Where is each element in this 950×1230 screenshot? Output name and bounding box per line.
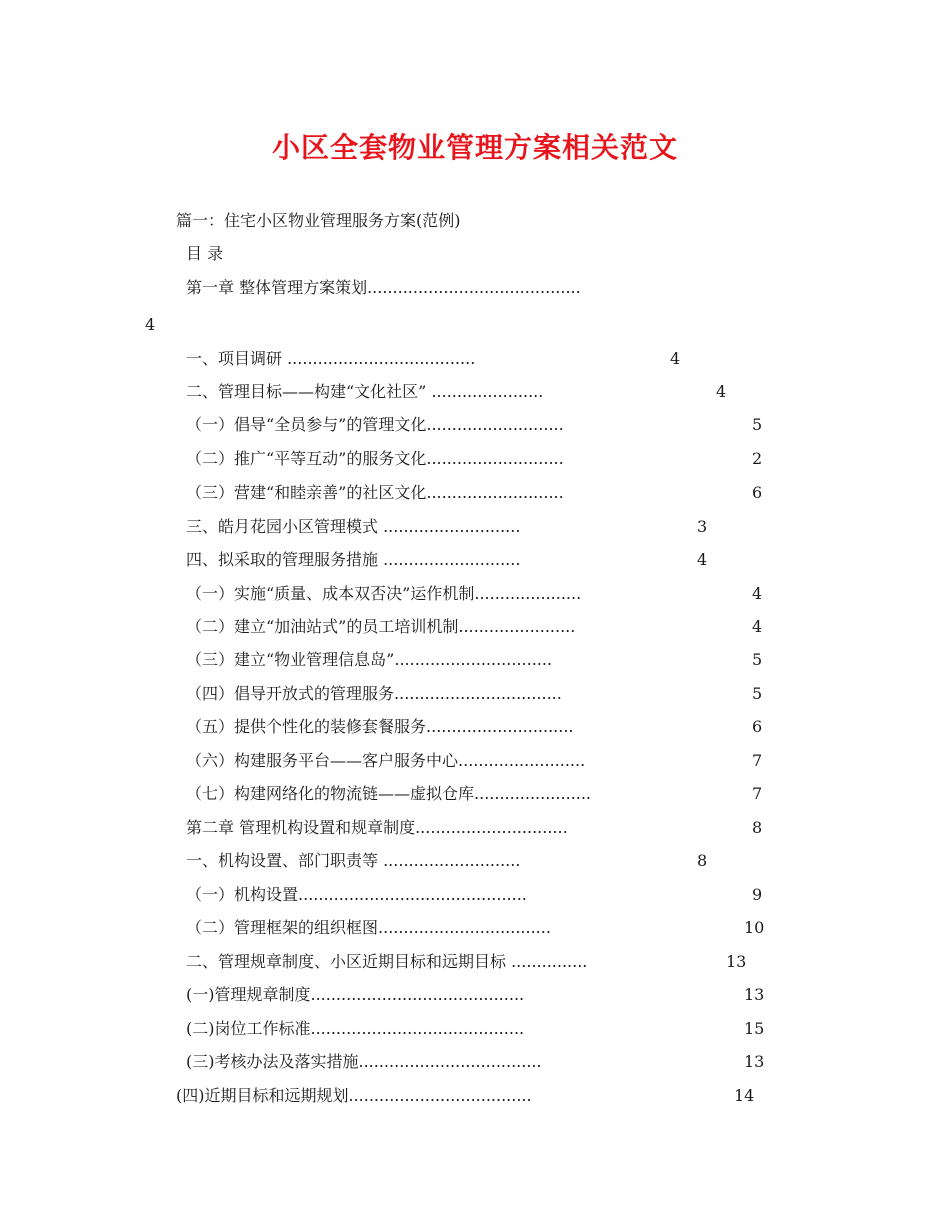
- toc-entry-text: (三)考核办法及落实措施: [186, 1052, 359, 1071]
- toc-entry: [186, 348, 475, 370]
- toc-leader-dots: ..............................: [415, 818, 568, 837]
- toc-entry-page-number: 14: [734, 1086, 755, 1105]
- toc-entry: [186, 482, 564, 504]
- toc-entry-text: 第二章 管理机构设置和规章制度: [186, 818, 416, 837]
- toc-entry-text: （一）实施“质量、成本双否决”运作机制: [186, 584, 475, 603]
- toc-entry-text: 二、管理目标——构建“文化社区”: [186, 382, 432, 401]
- toc-entry-page-number: 15: [744, 1019, 765, 1038]
- toc-entry-page-number: 4: [716, 382, 727, 401]
- toc-leader-dots: .............................: [426, 717, 574, 736]
- toc-entry: [186, 448, 564, 470]
- toc-entry-text: 一、项目调研: [186, 349, 288, 368]
- toc-entry-text: （六）构建服务平台——客户服务中心: [186, 751, 459, 770]
- toc-entry-text: 四、拟采取的管理服务措施: [186, 550, 384, 569]
- toc-entry: [186, 583, 581, 605]
- toc-entry-page-number: 13: [726, 952, 747, 971]
- toc-entry-text: 二、管理规章制度、小区近期目标和远期目标: [186, 952, 512, 971]
- toc-leader-dots: ......................: [431, 382, 544, 401]
- toc-entry: [186, 414, 564, 436]
- toc-leader-dots: .................................: [394, 684, 562, 703]
- toc-entry-page-number: 7: [752, 751, 763, 770]
- toc-leader-dots: ...........................: [426, 449, 564, 468]
- toc-leader-dots: .......................: [474, 784, 591, 803]
- toc-entry: [186, 783, 591, 805]
- toc-entry-text: （二）建立“加油站式”的员工培训机制: [186, 617, 459, 636]
- toc-entry-text: （五）提供个性化的装修套餐服务: [186, 717, 427, 736]
- toc-entry-page-number: 4: [670, 349, 681, 368]
- toc-entry-page-number: 13: [744, 985, 765, 1004]
- toc-leader-dots: ...........................: [426, 415, 564, 434]
- toc-entry: [186, 516, 520, 538]
- toc-entry: [186, 951, 587, 973]
- section-heading: 篇一：住宅小区物业管理服务方案(范例): [176, 211, 461, 230]
- toc-entry-page-number: 10: [744, 918, 765, 937]
- toc-entry-text: （七）构建网络化的物流链——虚拟仓库: [186, 784, 475, 803]
- toc-entry: [186, 381, 543, 403]
- toc-leader-dots: ....................................: [358, 1052, 542, 1071]
- toc-entry-text: 三、皓月花园小区管理模式: [186, 517, 384, 536]
- toc-entry: [186, 984, 524, 1006]
- toc-entry-text: 第一章 整体管理方案策划: [186, 278, 368, 297]
- toc-leader-dots: ..........................................: [310, 1019, 525, 1038]
- toc-entry-page-number: 4: [697, 550, 708, 569]
- toc-entry-text: （三）营建“和睦亲善”的社区文化: [186, 483, 427, 502]
- toc-entry: [186, 716, 574, 738]
- toc-entry: [186, 850, 520, 872]
- toc-leader-dots: ...........................: [383, 517, 521, 536]
- toc-entry-page-number: 8: [697, 851, 708, 870]
- toc-entry-page-number: 2: [752, 449, 763, 468]
- toc-entry-page-number: 5: [752, 650, 763, 669]
- toc-leader-dots: ..........................................: [310, 985, 525, 1004]
- toc-leader-dots: ...........................: [426, 483, 564, 502]
- toc-entry-page-number: 5: [752, 415, 763, 434]
- toc-leader-dots: .....................: [474, 584, 582, 603]
- toc-entry-page-number: 4: [752, 584, 763, 603]
- toc-entry: [176, 1085, 532, 1107]
- toc-leader-dots: ...........................: [383, 851, 521, 870]
- toc-entry-page-number: 13: [744, 1052, 765, 1071]
- toc-entry-text: 一、机构设置、部门职责等: [186, 851, 384, 870]
- toc-entry: [186, 1018, 524, 1040]
- toc-leader-dots: .....................................: [287, 349, 476, 368]
- toc-chapter-1-page: 4: [145, 315, 156, 334]
- toc-entry-text: （二）管理框架的组织框图: [186, 918, 379, 937]
- toc-entry-page-number: 8: [752, 818, 763, 837]
- toc-chapter-1: [186, 277, 581, 299]
- toc-entry-page-number: 3: [697, 517, 708, 536]
- toc-entry: [186, 817, 568, 839]
- toc-leader-dots: ..........................................: [367, 278, 581, 297]
- toc-entry-text: （四）倡导开放式的管理服务: [186, 684, 395, 703]
- toc-leader-dots: ...........................: [383, 550, 521, 569]
- toc-entry-text: （一）倡导“全员参与”的管理文化: [186, 415, 427, 434]
- toc-entry: [186, 917, 551, 939]
- toc-entry-text: (二)岗位工作标准: [186, 1019, 311, 1038]
- toc-entry-page-number: 6: [752, 483, 763, 502]
- toc-entry: [186, 616, 575, 638]
- toc-leader-dots: .............................................: [298, 885, 527, 904]
- toc-leader-dots: .........................: [458, 751, 586, 770]
- toc-entry-page-number: 4: [752, 617, 763, 636]
- toc-entry-text: （三）建立“物业管理信息岛”: [186, 650, 395, 669]
- toc-entry-text: （一）机构设置: [186, 885, 299, 904]
- toc-entry-page-number: 6: [752, 717, 763, 736]
- toc-entry: [186, 750, 585, 772]
- toc-entry: [186, 683, 562, 705]
- toc-entry-page-number: 9: [752, 885, 763, 904]
- toc-entry: [186, 884, 527, 906]
- toc-entry: [186, 649, 552, 671]
- toc-leader-dots: ....................................: [348, 1086, 532, 1105]
- toc-entry-page-number: 5: [752, 684, 763, 703]
- toc-entry: [186, 549, 520, 571]
- toc-entry-text: (一)管理规章制度: [186, 985, 311, 1004]
- toc-heading: 目 录: [186, 244, 224, 263]
- toc-entry-text: （二）推广“平等互动”的服务文化: [186, 449, 427, 468]
- toc-leader-dots: ...............................: [394, 650, 553, 669]
- toc-entry-text: (四)近期目标和远期规划: [176, 1086, 349, 1105]
- page-title: 小区全套物业管理方案相关范文: [271, 131, 678, 164]
- toc-leader-dots: ..................................: [378, 918, 551, 937]
- toc-leader-dots: ...............: [511, 952, 588, 971]
- toc-entry: [186, 1051, 542, 1073]
- toc-leader-dots: .......................: [458, 617, 576, 636]
- toc-entry-page-number: 7: [752, 784, 763, 803]
